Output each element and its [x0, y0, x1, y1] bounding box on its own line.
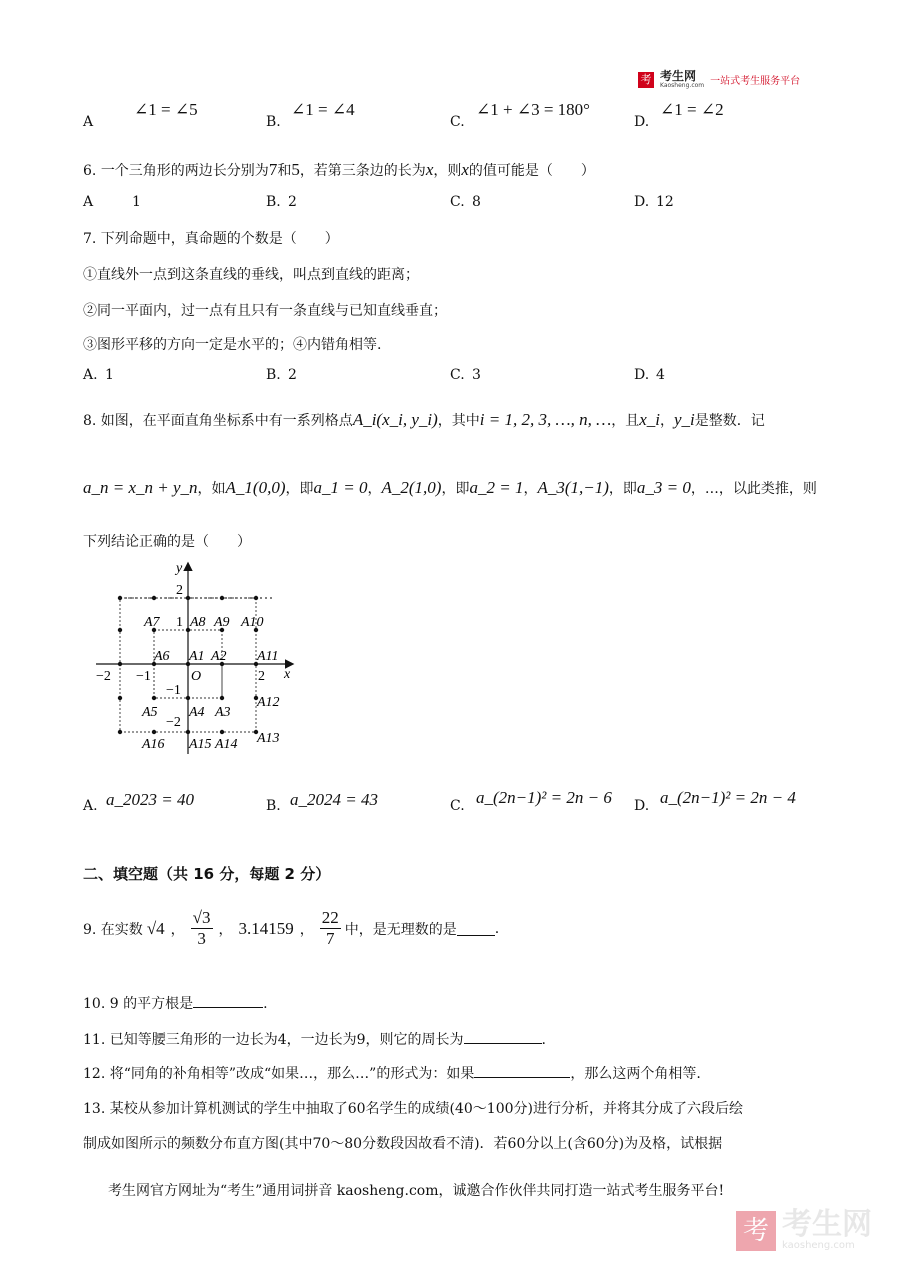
q9-frac1-den: 3 — [197, 929, 206, 948]
question-7-stem: 7. 下列命题中，真命题的个数是（ ） — [83, 231, 339, 247]
point-extra-t1 — [152, 596, 156, 600]
label-a16: A16 — [142, 737, 165, 752]
q6-option-d-value: 12 — [656, 194, 674, 210]
q7-option-c-value: 3 — [472, 367, 481, 383]
q13-line2: 制成如图所示的频数分布直方图(其中70～80分数段因故看不清)．若60分以上(含60分)为及格，试根据 — [83, 1136, 723, 1152]
q6-val7: 7 — [268, 160, 278, 179]
q10-text: 10. 9 的平方根是 — [83, 996, 194, 1012]
q6-option-b-value: 2 — [288, 194, 297, 210]
tick-y-neg2: −2 — [166, 715, 181, 730]
brand-text — [660, 70, 704, 89]
q8-point-expr: A_i(x_i, y_i) — [352, 410, 438, 429]
q7-option-d-value: 4 — [656, 367, 665, 383]
label-a2: A2 — [211, 649, 227, 664]
tick-y-neg1: −1 — [166, 683, 181, 698]
label-a12: A12 — [257, 695, 280, 710]
q8-def-expr: a_n = x_n + y_n — [83, 478, 198, 497]
q8-lattice-figure — [92, 558, 302, 758]
watermark — [736, 1207, 872, 1251]
q8-line1-text: 8. 如图，在平面直角坐标系中有一系列格点 — [83, 413, 353, 429]
q6-option-b-label: B. — [266, 194, 281, 210]
q9-decimal: 3.14159 — [238, 918, 294, 938]
q9-frac2-num: 22 — [321, 908, 339, 927]
point-extra-tl — [118, 596, 122, 600]
q9-frac-root3-over-3 — [191, 908, 213, 949]
q5-option-b-label: B. — [266, 114, 281, 130]
label-a13: A13 — [257, 731, 280, 746]
q5-option-a-label: A — [83, 114, 94, 130]
tick-x-neg1: −1 — [136, 669, 151, 684]
q8-option-c-expr: a_(2n−1)² = 2n − 6 — [476, 788, 612, 807]
label-a7: A7 — [144, 615, 160, 630]
tick-x-neg2: −2 — [96, 669, 111, 684]
q7-option-a-label: A. — [83, 367, 98, 383]
q5-option-b-expr: ∠1 = ∠4 — [291, 100, 355, 119]
q6-text-d: 的值可能是（ ） — [468, 163, 595, 179]
label-a5: A5 — [142, 705, 158, 720]
q8-option-b-expr: a_2024 = 43 — [290, 790, 378, 809]
label-a3: A3 — [215, 705, 231, 720]
q7-option-d-label: D. — [634, 367, 650, 383]
watermark-logo-icon: 考 — [736, 1211, 776, 1251]
q9-prefix: 9. 在实数 — [83, 921, 143, 938]
tick-y-pos1: 1 — [176, 615, 183, 630]
point-extra-bl — [118, 730, 122, 734]
q8-ji-2: ，即 — [441, 481, 470, 497]
q9-frac-22-over-7 — [320, 908, 341, 949]
label-a14: A14 — [215, 737, 238, 752]
q12-answer-blank[interactable] — [474, 1065, 570, 1078]
q6-option-a-label: A — [83, 194, 94, 210]
q8-index-set: i = 1, 2, 3, …, n, … — [479, 410, 612, 429]
q7-statement-3: ③图形平移的方向一定是水平的；④内错角相等. — [83, 337, 382, 353]
footer-text: 考生网官方网址为“考生”通用词拼音 kaosheng.com，诚邀合作伙伴共同打造一站式考生服务平台! — [108, 1183, 725, 1199]
brand-logo-icon: 考 — [638, 72, 654, 88]
brand-header — [638, 70, 800, 89]
q8-line1-mid: ，其中 — [437, 413, 480, 429]
q12-end: ，那么这两个角相等. — [570, 1066, 701, 1082]
q6-val5: 5 — [291, 160, 300, 179]
q6-text-and: 和 — [277, 163, 292, 179]
q8-line1-and: ，且 — [611, 413, 640, 429]
q8-xi: x_i — [639, 410, 660, 429]
q7-statement-1: ①直线外一点到这条直线的垂线，叫点到直线的距离； — [83, 267, 419, 283]
q7-option-a-value: 1 — [105, 367, 114, 383]
label-a11: A11 — [257, 649, 279, 664]
q8-line3: 下列结论正确的是（ ） — [83, 534, 251, 550]
point-a4 — [186, 696, 190, 700]
q8-option-b-label: B. — [266, 798, 281, 814]
q8-example-3-value: a_3 = 0 — [636, 478, 691, 497]
q5-option-d-expr: ∠1 = ∠2 — [660, 100, 724, 119]
q9-frac1-num: √3 — [192, 908, 211, 927]
section-2-title: 二、填空题（共 16 分，每题 2 分） — [83, 865, 331, 883]
brand-url: Kaosheng.com — [660, 82, 705, 89]
q10-end: . — [263, 996, 268, 1012]
q5-option-d-label: D. — [634, 114, 650, 130]
question-11 — [83, 1029, 546, 1049]
q8-option-d-label: D. — [634, 798, 650, 814]
x-axis-label: x — [284, 667, 291, 682]
q5-option-a-expr: ∠1 = ∠5 — [134, 100, 198, 119]
q10-answer-blank[interactable] — [193, 995, 263, 1008]
q6-option-c-value: 8 — [472, 194, 481, 210]
label-a9: A9 — [214, 615, 230, 630]
q8-option-d-expr: a_(2n−1)² = 2n − 4 — [660, 788, 796, 807]
point-extra-l2 — [118, 662, 122, 666]
watermark-text — [782, 1207, 872, 1251]
q6-option-d-label: D. — [634, 194, 650, 210]
q11-answer-blank[interactable] — [464, 1031, 542, 1044]
q6-number: 6. — [83, 163, 97, 179]
q7-option-c-label: C. — [450, 367, 465, 383]
q6-text-c: ，则 — [433, 163, 462, 179]
brand-slogan: 一站式考生服务平台 — [710, 76, 801, 87]
point-a16 — [152, 730, 156, 734]
q8-example-1: A_1(0,0) — [225, 478, 286, 497]
q8-comma-2: ， — [367, 481, 382, 497]
q6-text-a: 一个三角形的两边长分别为 — [100, 163, 269, 179]
point-extra-t2 — [186, 596, 190, 600]
q8-option-a-expr: a_2023 = 40 — [106, 790, 194, 809]
q8-option-a-label: A. — [83, 798, 98, 814]
q5-option-c-expr: ∠1 + ∠3 = 180° — [476, 100, 590, 119]
watermark-name: 考生网 — [782, 1207, 872, 1242]
point-extra-l1 — [118, 696, 122, 700]
q8-line1-end: 是整数．记 — [694, 413, 765, 429]
q6-option-a-value: 1 — [132, 194, 141, 210]
point-extra-t3 — [220, 596, 224, 600]
q6-var-x-2: x — [461, 160, 469, 179]
tick-y-pos2: 2 — [176, 583, 183, 598]
point-a14 — [220, 730, 224, 734]
q8-line2-end: ，…，以此类推，则 — [690, 481, 817, 497]
q7-statement-2: ②同一平面内，过一点有且只有一条直线与已知直线垂直； — [83, 303, 447, 319]
q6-option-c-label: C. — [450, 194, 465, 210]
label-a15: A15 — [189, 737, 212, 752]
origin-label: O — [191, 669, 202, 684]
q8-option-c-label: C. — [450, 798, 465, 814]
q8-ji-1: ，即 — [285, 481, 314, 497]
q8-example-2-value: a_2 = 1 — [469, 478, 524, 497]
q13-line1: 13. 某校从参加计算机测试的学生中抽取了60名学生的成绩(40～100分)进行分析，并将其分成了六段后绘 — [83, 1101, 743, 1117]
q8-ji-3: ，即 — [608, 481, 637, 497]
q9-answer-blank[interactable] — [457, 921, 495, 936]
q8-comma-3: ， — [523, 481, 538, 497]
point-a15 — [186, 730, 190, 734]
label-a10: A10 — [241, 615, 264, 630]
q8-line1 — [83, 410, 765, 430]
q8-example-1-value: a_1 = 0 — [313, 478, 368, 497]
q8-comma: ， — [660, 413, 674, 429]
q8-yi: y_i — [674, 410, 695, 429]
q6-var-x: x — [425, 160, 434, 179]
q8-ru: ，如 — [197, 481, 226, 497]
question-12 — [83, 1063, 701, 1083]
label-a8: A8 — [190, 615, 206, 630]
point-extra-t4 — [254, 596, 258, 600]
point-a3 — [220, 696, 224, 700]
q8-line2 — [83, 478, 817, 498]
q5-option-c-label: C. — [450, 114, 465, 130]
q9-end: . — [494, 920, 500, 937]
label-a1: A1 — [189, 649, 205, 664]
brand-name: 考生网 — [660, 69, 697, 83]
q9-frac2-den: 7 — [326, 929, 335, 948]
tick-x-pos2: 2 — [258, 669, 265, 684]
q6-text-b: ，若第三条边的长为 — [299, 163, 426, 179]
q8-example-3: A_3(1,−1) — [537, 478, 609, 497]
q8-example-2: A_2(1,0) — [381, 478, 442, 497]
question-10 — [83, 993, 268, 1013]
point-a5 — [152, 696, 156, 700]
point-extra-l3 — [118, 628, 122, 632]
watermark-url: kaosheng.com — [782, 1240, 855, 1251]
q7-option-b-value: 2 — [288, 367, 297, 383]
question-9: 9. 在实数 √4 ， $\frac{√3}{3}$ ， 3.14159 ， $\frac{22}{7}$ 中，是无理数的是 . — [83, 908, 500, 948]
q11-end: . — [541, 1032, 546, 1048]
q11-text: 11. 已知等腰三角形的一边长为4，一边长为9，则它的周长为 — [83, 1032, 464, 1048]
q9-suffix: 中，是无理数的是 — [344, 921, 457, 938]
label-a6: A6 — [154, 649, 170, 664]
y-axis-label: y — [176, 561, 183, 576]
q9-sqrt4: √4 — [146, 918, 165, 938]
q12-text: 12. 将“同角的补角相等”改成“如果…，那么…”的形式为：如果 — [83, 1066, 475, 1082]
label-a4: A4 — [189, 705, 205, 720]
q7-option-b-label: B. — [266, 367, 281, 383]
question-6-stem — [83, 160, 595, 180]
